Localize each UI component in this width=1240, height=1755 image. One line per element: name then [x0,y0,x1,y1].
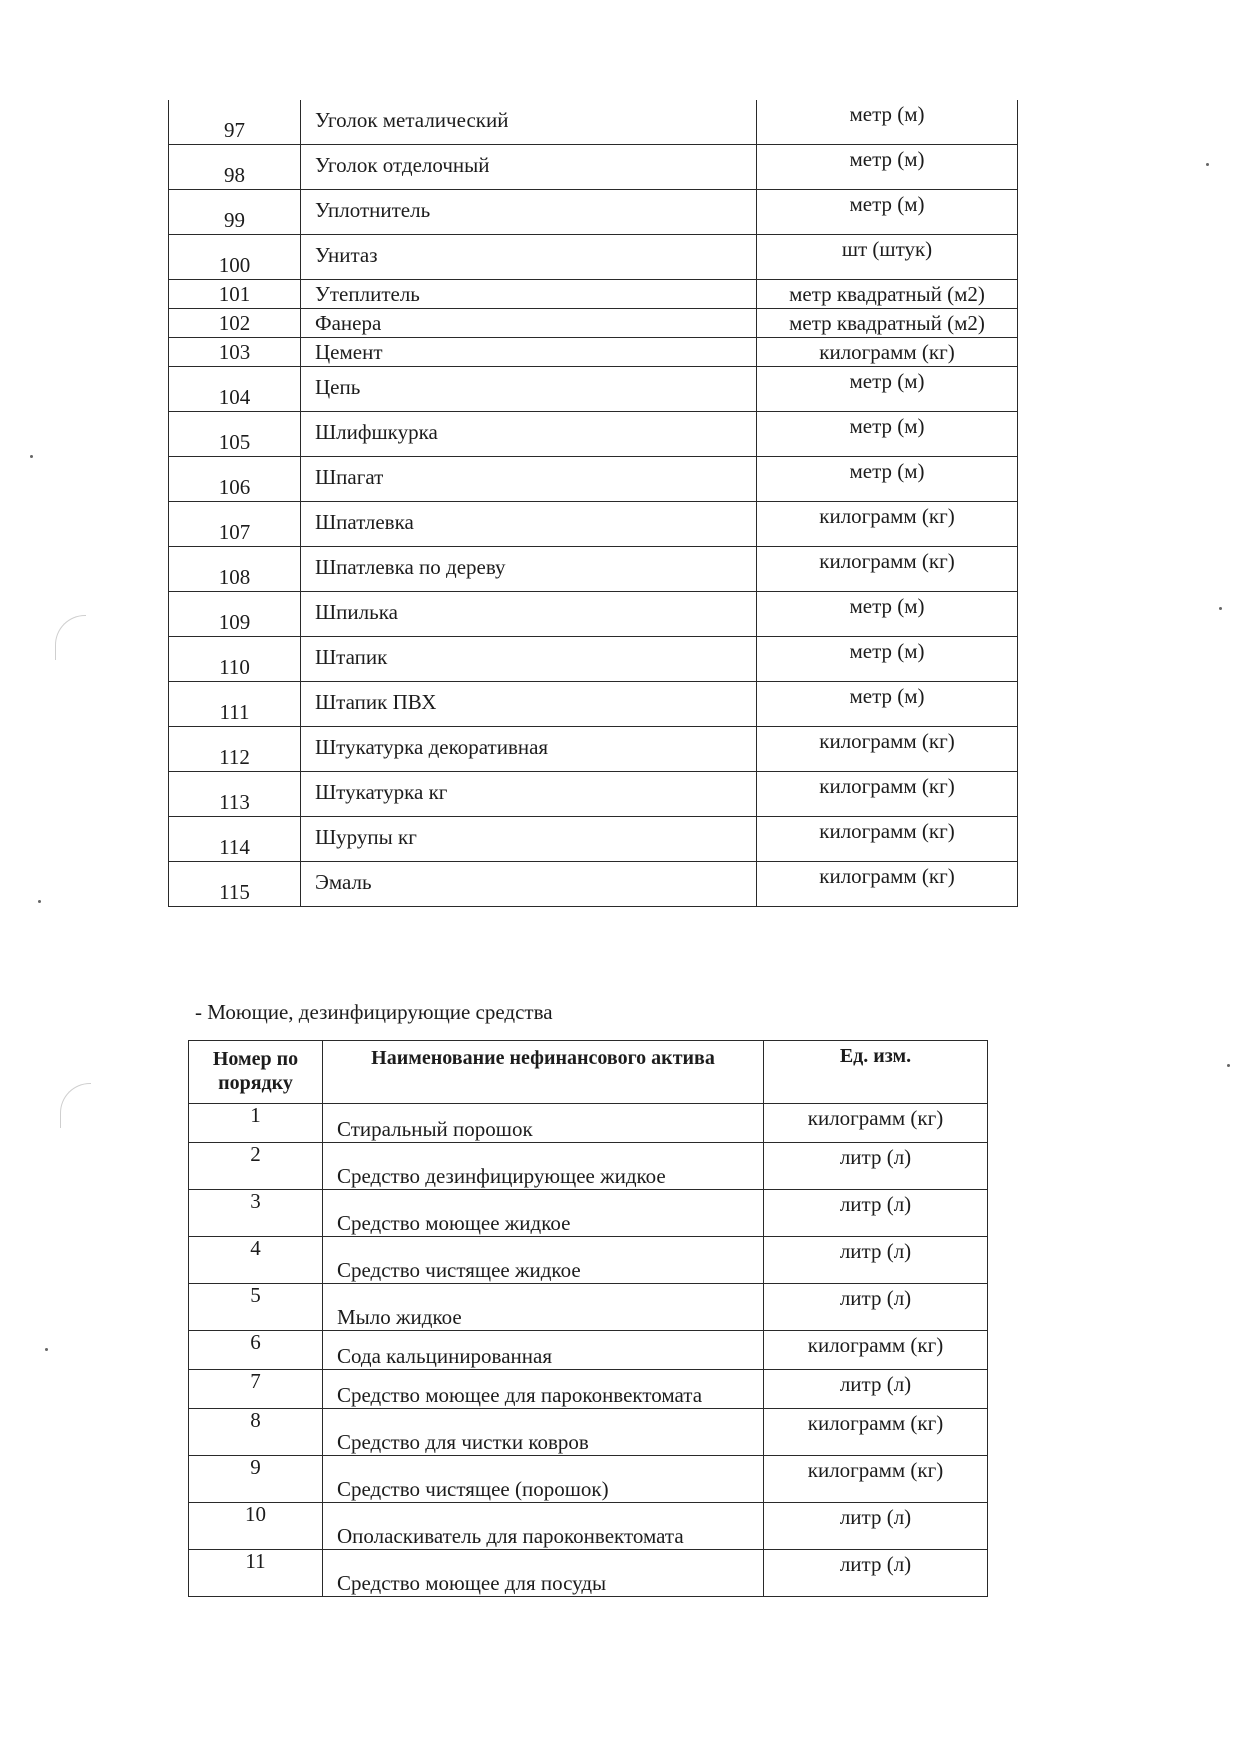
unit-of-measure: метр (м) [757,682,1018,727]
row-number: 4 [189,1237,323,1284]
unit-of-measure: килограмм (кг) [764,1331,988,1370]
section-title: - Моющие, дезинфицирующие средства [195,1000,553,1024]
header-row [189,1041,988,1104]
table-row [189,1104,988,1143]
table-row [189,1237,988,1284]
item-name: Средство для чистки ковров [323,1409,764,1456]
table-row [189,1456,988,1503]
scan-speck [1219,607,1222,610]
item-name: Унитаз [301,235,757,280]
row-number: 104 [169,367,301,412]
row-number: 106 [169,457,301,502]
row-number: 97 [169,100,301,145]
unit-of-measure: килограмм (кг) [757,772,1018,817]
item-name: Уголок металический [301,100,757,145]
table-row [169,280,1018,309]
row-number: 99 [169,190,301,235]
header-name: Наименование нефинансового актива [323,1041,764,1104]
unit-of-measure: метр (м) [757,412,1018,457]
row-number: 11 [189,1550,323,1597]
table-row [189,1550,988,1597]
unit-of-measure: шт (штук) [757,235,1018,280]
row-number: 103 [169,338,301,367]
unit-of-measure: метр (м) [757,100,1018,145]
row-number: 100 [169,235,301,280]
row-number: 113 [169,772,301,817]
punch-hole-mark [55,615,86,660]
unit-of-measure: килограмм (кг) [757,817,1018,862]
unit-of-measure: килограмм (кг) [764,1409,988,1456]
table-row [189,1409,988,1456]
item-name: Уплотнитель [301,190,757,235]
punch-hole-mark [60,1083,91,1128]
item-name: Штукатурка кг [301,772,757,817]
table-row [169,309,1018,338]
unit-of-measure: килограмм (кг) [757,338,1018,367]
unit-of-measure: килограмм (кг) [757,547,1018,592]
table-row [169,682,1018,727]
header-number: Номер по порядку [189,1041,323,1104]
unit-of-measure: килограмм (кг) [757,502,1018,547]
unit-of-measure: литр (л) [764,1237,988,1284]
row-number: 98 [169,145,301,190]
item-name: Шпагат [301,457,757,502]
item-name: Средство моющее жидкое [323,1190,764,1237]
item-name: Цепь [301,367,757,412]
materials-table-body [169,100,1018,907]
row-number: 10 [189,1503,323,1550]
table-row [169,457,1018,502]
table-row [169,367,1018,412]
unit-of-measure: килограмм (кг) [757,862,1018,907]
row-number: 8 [189,1409,323,1456]
unit-of-measure: литр (л) [764,1143,988,1190]
detergents-table [188,1040,988,1597]
table-row [169,637,1018,682]
table-row [189,1143,988,1190]
item-name: Шурупы кг [301,817,757,862]
row-number: 5 [189,1284,323,1331]
item-name: Шпатлевка [301,502,757,547]
unit-of-measure: литр (л) [764,1284,988,1331]
table-row [169,412,1018,457]
row-number: 109 [169,592,301,637]
table-row [169,592,1018,637]
unit-of-measure: литр (л) [764,1370,988,1409]
detergents-table-body [189,1104,988,1597]
row-number: 108 [169,547,301,592]
unit-of-measure: метр (м) [757,367,1018,412]
table-row [169,547,1018,592]
item-name: Ополаскиватель для пароконвектомата [323,1503,764,1550]
unit-of-measure: метр (м) [757,190,1018,235]
table-row [169,817,1018,862]
unit-of-measure: метр (м) [757,592,1018,637]
table-row [169,235,1018,280]
unit-of-measure: метр квадратный (м2) [757,309,1018,338]
row-number: 1 [189,1104,323,1143]
detergents-table-header [189,1041,988,1104]
item-name: Средство дезинфицирующее жидкое [323,1143,764,1190]
table-row [169,727,1018,772]
row-number: 101 [169,280,301,309]
table-row [169,145,1018,190]
unit-of-measure: литр (л) [764,1550,988,1597]
unit-of-measure: метр (м) [757,457,1018,502]
table-row [169,772,1018,817]
item-name: Штапик ПВХ [301,682,757,727]
unit-of-measure: килограмм (кг) [764,1456,988,1503]
unit-of-measure: литр (л) [764,1190,988,1237]
table-row [169,862,1018,907]
row-number: 2 [189,1143,323,1190]
table-row [169,338,1018,367]
row-number: 110 [169,637,301,682]
row-number: 114 [169,817,301,862]
unit-of-measure: метр (м) [757,637,1018,682]
item-name: Средство моющее для посуды [323,1550,764,1597]
scan-speck [1227,1064,1230,1067]
row-number: 9 [189,1456,323,1503]
item-name: Шпатлевка по дереву [301,547,757,592]
item-name: Уголок отделочный [301,145,757,190]
table-row [189,1331,988,1370]
row-number: 105 [169,412,301,457]
row-number: 115 [169,862,301,907]
item-name: Штапик [301,637,757,682]
unit-of-measure: литр (л) [764,1503,988,1550]
table-row [169,502,1018,547]
item-name: Шлифшкурка [301,412,757,457]
unit-of-measure: метр квадратный (м2) [757,280,1018,309]
row-number: 6 [189,1331,323,1370]
item-name: Шпилька [301,592,757,637]
table-row [169,100,1018,145]
row-number: 3 [189,1190,323,1237]
row-number: 111 [169,682,301,727]
item-name: Мыло жидкое [323,1284,764,1331]
unit-of-measure: килограмм (кг) [764,1104,988,1143]
row-number: 107 [169,502,301,547]
item-name: Средство чистящее жидкое [323,1237,764,1284]
table-row [189,1503,988,1550]
item-name: Средство моющее для пароконвектомата [323,1370,764,1409]
table-row [189,1284,988,1331]
scan-speck [45,1348,48,1351]
scan-speck [38,900,41,903]
scan-speck [1206,163,1209,166]
table-row [169,190,1018,235]
table-row [189,1370,988,1409]
item-name: Штукатурка декоративная [301,727,757,772]
row-number: 102 [169,309,301,338]
unit-of-measure: килограмм (кг) [757,727,1018,772]
row-number: 112 [169,727,301,772]
item-name: Эмаль [301,862,757,907]
row-number: 7 [189,1370,323,1409]
materials-table [168,100,1018,907]
unit-of-measure: метр (м) [757,145,1018,190]
header-unit: Ед. изм. [764,1041,988,1104]
scan-speck [30,455,33,458]
table-row [189,1190,988,1237]
item-name: Сода кальцинированная [323,1331,764,1370]
item-name: Утеплитель [301,280,757,309]
item-name: Стиральный порошок [323,1104,764,1143]
item-name: Цемент [301,338,757,367]
item-name: Средство чистящее (порошок) [323,1456,764,1503]
item-name: Фанера [301,309,757,338]
